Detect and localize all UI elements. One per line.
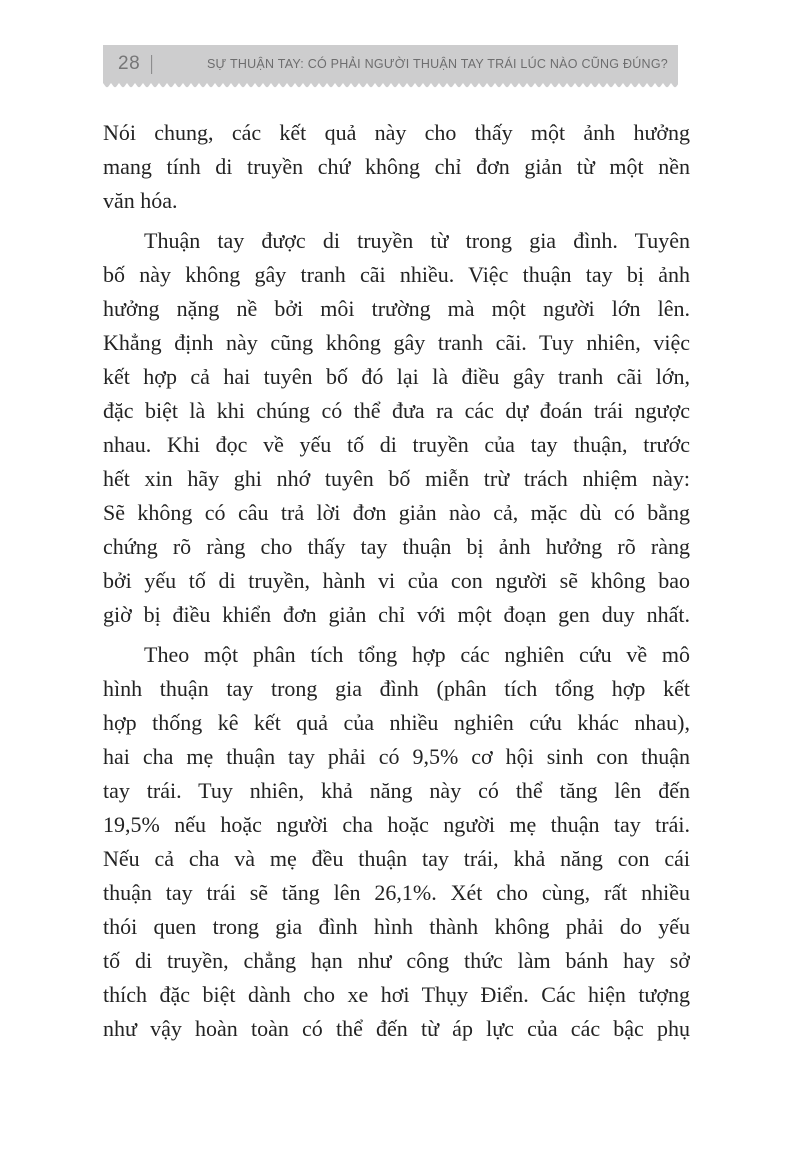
text-line: tay trái. Tuy nhiên, khả năng này có thể tăng lên đến	[103, 778, 690, 803]
text-line: hợp thống kê kết quả của nhiều nghiên cứu khác nhau),	[103, 710, 690, 735]
text-line: thuận tay trái sẽ tăng lên 26,1%. Xét cho cùng, rất nhiều	[103, 880, 690, 905]
page-number: 28	[118, 53, 141, 74]
text-line: mang tính di truyền chứ không chỉ đơn giản từ một nền	[103, 154, 690, 179]
text-line: tố di truyền, chẳng hạn như công thức làm bánh hay sở	[103, 948, 690, 973]
text-line: Thuận tay được di truyền từ trong gia đình. Tuyên	[144, 228, 690, 253]
text-line: chứng rõ ràng cho thấy tay thuận bị ảnh hưởng rõ ràng	[103, 534, 690, 559]
text-line: hết xin hãy ghi nhớ tuyên bố miễn trừ trách nhiệm này:	[103, 466, 690, 491]
text-line: bởi yếu tố di truyền, hành vi của con người sẽ không bao	[103, 568, 690, 593]
header-separator: |	[149, 52, 154, 75]
page-body	[103, 116, 690, 1046]
paragraph	[103, 224, 690, 632]
text-line: Theo một phân tích tổng hợp các nghiên cứu về mô	[144, 642, 690, 667]
text-line: thói quen trong gia đình hình thành không phải do yếu	[103, 914, 690, 939]
text-line: văn hóa.	[103, 188, 178, 213]
page-header	[103, 45, 678, 88]
perforated-edge-icon	[103, 83, 678, 88]
text-line: hình thuận tay trong gia đình (phân tích tổng hợp kết	[103, 676, 690, 701]
text-line: đặc biệt là khi chúng có thể đưa ra các dự đoán trái ngược	[103, 398, 690, 423]
text-line: bố này không gây tranh cãi nhiều. Việc thuận tay bị ảnh	[103, 262, 690, 287]
text-line: hai cha mẹ thuận tay phải có 9,5% cơ hội sinh con thuận	[103, 744, 690, 769]
text-line: Sẽ không có câu trả lời đơn giản nào cả, mặc dù có bằng	[103, 500, 690, 525]
page-number-group	[118, 53, 154, 76]
text-line: kết hợp cả hai tuyên bố đó lại là điều gây tranh cãi lớn,	[103, 364, 690, 389]
text-line: như vậy hoàn toàn có thể đến từ áp lực của các bậc phụ	[103, 1016, 690, 1041]
text-line: giờ bị điều khiển đơn giản chỉ với một đoạn gen duy nhất.	[103, 602, 690, 627]
text-line: Nói chung, các kết quả này cho thấy một ảnh hưởng	[103, 120, 690, 145]
text-line: hưởng nặng nề bởi môi trường mà một người lớn lên.	[103, 296, 690, 321]
text-line: nhau. Khi đọc về yếu tố di truyền của tay thuận, trước	[103, 432, 690, 457]
paragraph	[103, 638, 690, 1046]
text-line: 19,5% nếu hoặc người cha hoặc người mẹ thuận tay trái.	[103, 812, 690, 837]
header-bar	[103, 45, 678, 83]
text-line: Khẳng định này cũng không gây tranh cãi. Tuy nhiên, việc	[103, 330, 690, 355]
text-line: Nếu cả cha và mẹ đều thuận tay trái, khả năng con cái	[103, 846, 690, 871]
running-title: SỰ THUẬN TAY: CÓ PHẢI NGƯỜI THUẬN TAY TRÁI LÚC NÀO CŨNG ĐÚNG?	[206, 57, 668, 71]
paragraph	[103, 116, 690, 218]
text-line: thích đặc biệt dành cho xe hơi Thụy Điển. Các hiện tượng	[103, 982, 690, 1007]
